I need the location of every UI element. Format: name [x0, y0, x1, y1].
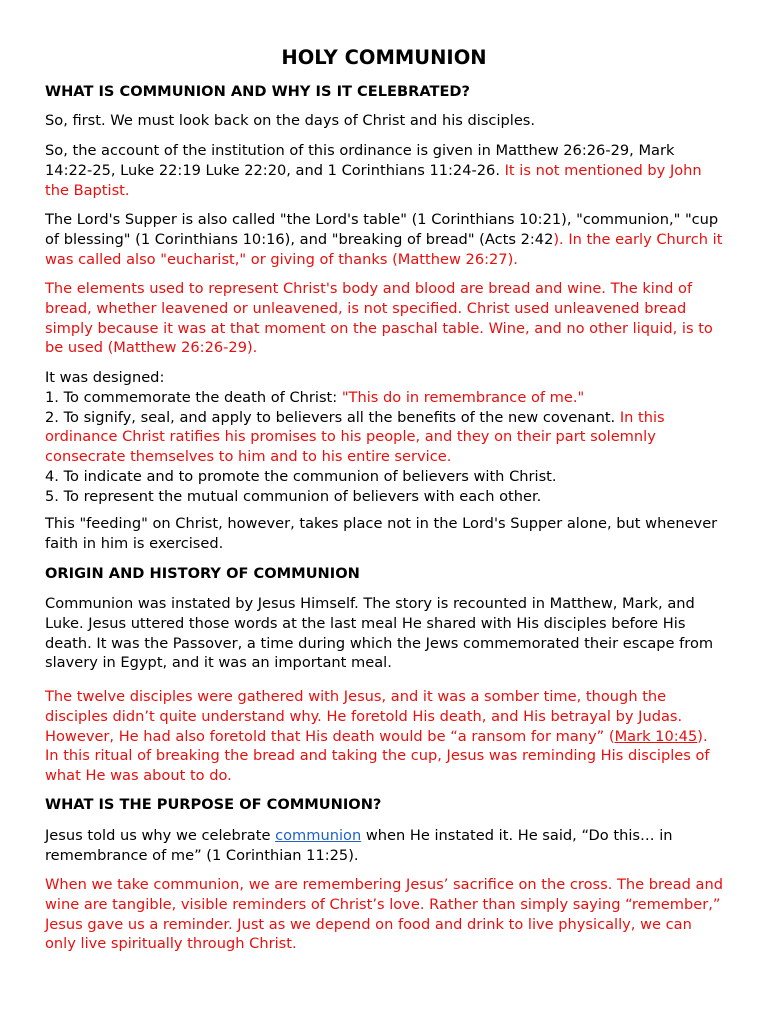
- paragraph-elements: The elements used to represent Christ's body and blood are bread and wine. The kind of bread, whether leavened or unleavened, is not specified. Christ used unleavened bread simply because it was at that moment on the paschal table. Wine, and no other liquid, is to be used (Matthew 26:26-29).: [45, 280, 713, 357]
- paragraph-twelve-disciples: [45, 687, 725, 786]
- institution-note: It is not mentioned by John the Baptist.: [45, 161, 702, 199]
- list-item-2-text: 2. To signify, seal, and apply to believers all the benefits of the new covenant.: [45, 408, 620, 426]
- section-heading-what-is-communion: WHAT IS COMMUNION AND WHY IS IT CELEBRATED?: [45, 83, 471, 100]
- names-note: ). In the early Church it was called also "eucharist," or giving of thanks (Matthew 26:27).: [45, 230, 723, 268]
- paragraph-intro: So, first. We must look back on the days of Christ and his disciples.: [45, 112, 536, 129]
- designed-list: [45, 368, 725, 507]
- names-text: The Lord's Supper is also called "the Lord's table" (1 Corinthians 10:21), "communion," "cup of blessing" (1 Corinthians 10:16), and "breaking of bread" (Acts 2:42: [45, 211, 719, 248]
- list-item-1: [45, 388, 725, 408]
- purpose-text-a: Jesus told us why we celebrate: [45, 827, 276, 844]
- disciples-text-b: ). In this ritual of breaking the bread and taking the cup, Jesus was reminding His disciples of what He was about to do.: [45, 727, 710, 785]
- paragraph-institution-account: [45, 141, 725, 200]
- paragraph-origin: Communion was instated by Jesus Himself. The story is recounted in Matthew, Mark, and Luke. Jesus uttered those words at the last meal He shared with His disciples before His death. It was the Passover, a time during which the Jews commemorated their escape from slavery in Egypt, and it was an important meal.: [45, 595, 714, 672]
- institution-text: So, the account of the institution of this ordinance is given in Matthew 26:26-29, Mark 14:22-25, Luke 22:19 Luke 22:20, and 1 Corinthians 11:24-26.: [45, 142, 675, 179]
- list-item-1-text: 1. To commemorate the death of Christ:: [45, 388, 342, 406]
- list-item-1-quote: "This do in remembrance of me.": [341, 388, 585, 406]
- mark-10-45-link[interactable]: Mark 10:45: [614, 727, 698, 745]
- list-intro: It was designed:: [45, 369, 165, 386]
- list-item-2-note: In this ordinance Christ ratifies his promises to his people, and they on their part solemnly consecrate themselves to him and to his entire service.: [45, 408, 665, 466]
- section-heading-origin-history: ORIGIN AND HISTORY OF COMMUNION: [45, 565, 360, 582]
- purpose-text-b: when He instated it. He said, “Do this… in remembrance of me” (1 Corinthian 11:25).: [45, 827, 673, 864]
- paragraph-purpose: [45, 826, 725, 866]
- section-heading-purpose: WHAT IS THE PURPOSE OF COMMUNION?: [45, 796, 382, 813]
- disciples-text-a: The twelve disciples were gathered with Jesus, and it was a somber time, though the disciples didn’t quite understand why. He foretold His death, and His betrayal by Judas. However, He had also foretold that His death would be “a ransom for many” (: [45, 688, 683, 745]
- list-item-2: [45, 408, 725, 467]
- page-title: HOLY COMMUNION: [281, 46, 487, 69]
- paragraph-feeding: This "feeding" on Christ, however, takes place not in the Lord's Supper alone, but whenever faith in him is exercised.: [45, 515, 718, 552]
- paragraph-remembering: When we take communion, we are remembering Jesus’ sacrifice on the cross. The bread and wine are tangible, visible reminders of Christ’s love. Rather than simply saying “remember,” Jesus gave us a reminder. Just as we depend on food and drink to live physically, we can only live spiritually through Christ.: [45, 876, 724, 953]
- communion-link[interactable]: communion: [275, 827, 362, 844]
- paragraph-names-of-supper: [45, 210, 725, 269]
- list-item-5: 5. To represent the mutual communion of believers with each other.: [45, 487, 542, 505]
- list-item-4: 4. To indicate and to promote the communion of believers with Christ.: [45, 467, 557, 485]
